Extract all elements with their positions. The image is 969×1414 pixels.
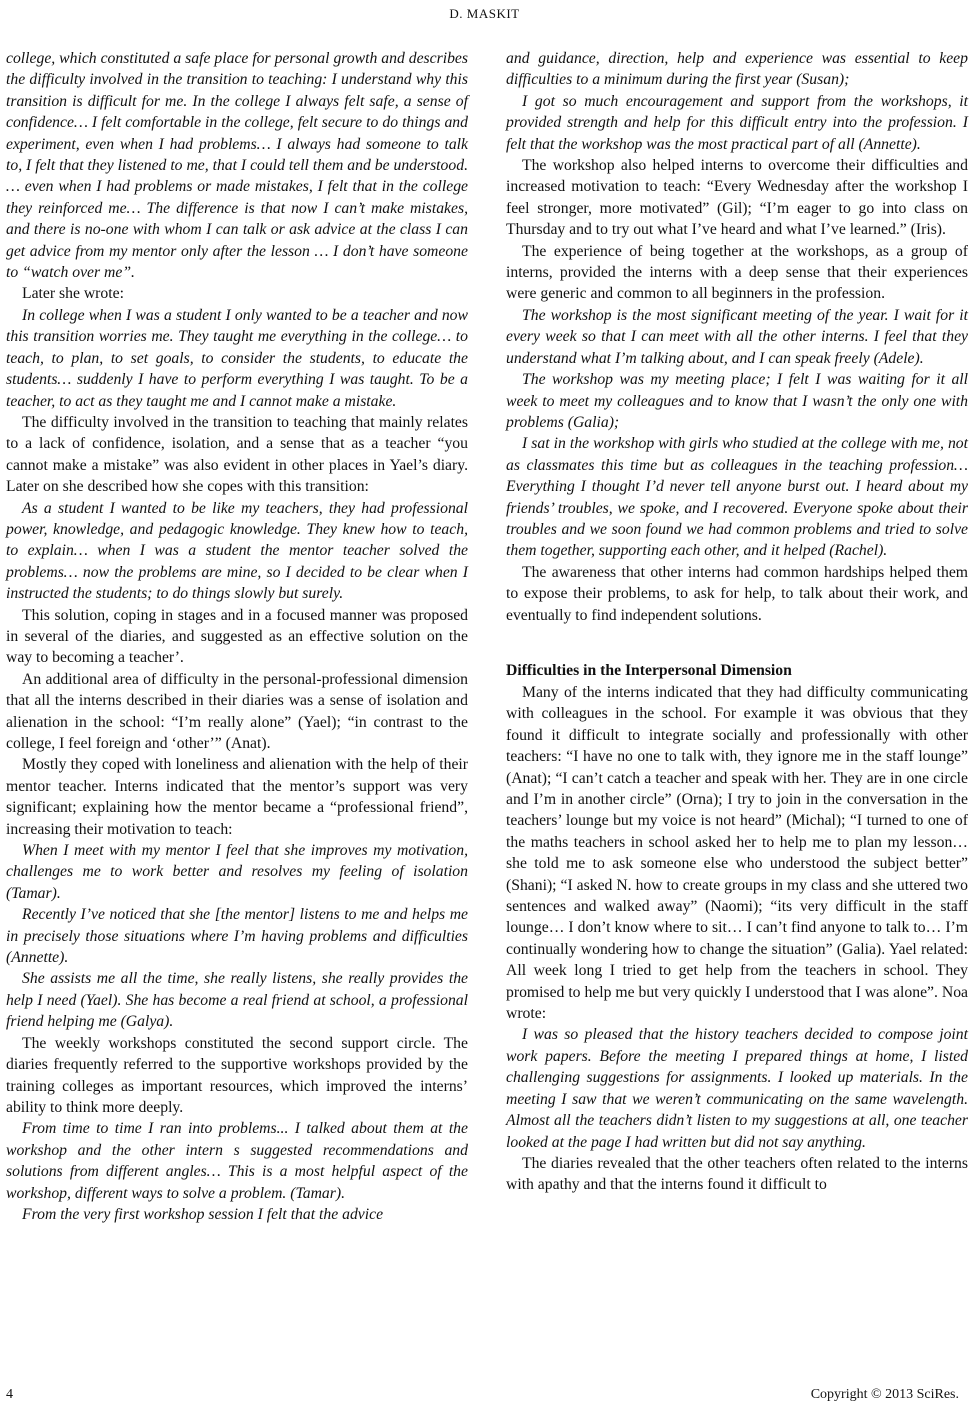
paragraph: The workshop also helped interns to overcome their difficulties and increased motivation to teach: “Every Wednesday after the workshop I feel stronger, more motivated” (Gil); “I’m eager to go into class on Thursday and to try out what I’ve heard and what I’ve learned.” (Iris). [506, 157, 968, 239]
paragraph: I sat in the workshop with girls who studied at the college with me, not as classmates this time but as colleagues in the teaching profession… Everything I thought I’d never tell anyone burst out. I heard about my friends’ troubles, we spoke, and I recovered. Everyone spoke about their troubles and we soon found we had common problems and tried to solve them together, supporting each other, and it helped (Rachel). [506, 435, 968, 560]
paragraph: She assists me all the time, she really listens, she really provides the help I need (Yael). She has become a real friend at school, a professional friend helping me (Galya). [6, 970, 468, 1031]
paragraph: An additional area of difficulty in the personal-professional dimension that all the interns described in their diaries was a sense of isolation and alienation in the school: “I’m really alone” (Yael); “in contrast to the college, I feel foreign and ‘other’” (Anat). [6, 670, 468, 752]
right-column-part-a [506, 48, 968, 626]
paragraph: This solution, coping in stages and in a focused manner was proposed in several of the diaries, and suggested as an effective solution on the way to becoming a teacher’. [6, 606, 468, 667]
paragraph: In college when I was a student I only wanted to be a teacher and now this transition worries me. They taught me everything in the college… to teach, to plan, to set goals, to consider the students, to educate the students… suddenly I have to perform everything I was taught. To be a teacher, to act as they taught me and I cannot make a mistake. [6, 306, 468, 410]
paragraph: When I meet with my mentor I feel that she improves my motivation, challenges me to work better and resolves my feeling of isolation (Tamar). [6, 842, 468, 902]
paragraph: The experience of being together at the workshops, as a group of interns, provided the interns with a deep sense that their experiences were generic and common to all beginners in the profession. [506, 242, 968, 303]
paragraph: Mostly they coped with loneliness and alienation with the help of their mentor teacher. Interns indicated that the mentor’s support was very significant; explaining how the mentor became a “professional friend”, increasing their motivation to teach: [6, 756, 468, 838]
paragraph: I got so much encouragement and support from the workshops, it provided strength and help for this difficult entry into the profession. I felt that the workshop was the most practical part of all (Annette). [506, 92, 968, 153]
paragraph: The difficulty involved in the transition to teaching that mainly relates to a lack of confidence, isolation, and a sense that as a teacher “you cannot make a mistake” was also evident in other places in Yael’s diary. Later on she described how she copes with this transition: [6, 413, 468, 496]
right-column [506, 48, 968, 1196]
paragraph: and guidance, direction, help and experience was essential to keep difficulties to a minimum during the first year (Susan); [506, 50, 968, 89]
paragraph: The diaries revealed that the other teachers often related to the interns with apathy and that the interns found it difficult to [506, 1154, 968, 1194]
copyright-notice: Copyright © 2013 SciRes. [810, 1387, 959, 1402]
running-head: D. MASKIT [449, 6, 520, 21]
paragraph: I was so pleased that the history teachers decided to compose joint work papers. Before the meeting I prepared things at home, I listed challenging suggestions for assignments. I looked up materials. In the meeting I saw that we weren’t communicating on the same wavelength. Almost all the teachers didn’t listen to my suggestions at all, one teacher looked at the page I had written but did not say anything. [506, 1026, 968, 1151]
paragraph: The awareness that other interns had common hardships helped them to expose their problems, to ask for help, to talk about their work, and eventually to find independent solutions. [506, 563, 968, 624]
paragraph: From the very first workshop session I felt that the advice [22, 1205, 384, 1223]
paragraph: The workshop is the most significant meeting of the year. I wait for it every week so that I can meet with all the other interns. I feel that they understand what I’m talking about, and I can speak freely (Adele). [506, 306, 968, 367]
paragraph: The workshop was my meeting place; I felt I was waiting for it all week to meet my colleagues and to know that I wasn’t the only one with problems (Galia); [506, 371, 968, 431]
paragraph: The weekly workshops constituted the second support circle. The diaries frequently referred to the supportive workshops provided by the training colleges as important resources, which improved the interns’ ability to think more deeply. [6, 1034, 468, 1116]
paragraph: As a student I wanted to be like my teachers, they had professional power, knowledge, and pedagogic knowledge. They knew how to teach, to explain… when I was a student the mentor teacher solved the problems… now the problems are mine, so I decided to be clear when I instructed the students; to do things slowly but surely. [6, 499, 468, 603]
paragraph: Many of the interns indicated that they had difficulty communicating with colleagues in the school. For example it was obvious that they found it difficult to integrate socially and professionally with other teachers: “I have no one to talk with, they ignore me in the staff lounge” (Anat); “I can’t catch a teacher and speak with her. They are in one circle and I’m in another circle” (Orna); I try to join in the conversation in the teachers’ lounge but my voice is not heard” (Michal); “I turned to one of the maths teachers in school asked her to help me to plan my lesson… she told me to ask someone else who understood the subject better” (Shani); “I asked N. how to create groups in my class and she uttered two sentences and walked away” (Naomi); “its very difficult in the staff lounge… I don’t know where to sit… I can’t find anyone to talk to… I’m continually wondering how to change the situation” (Galia). Yael related: All week long I tried to get help from the teachers in school. They promised to help me but very quickly I understood that I was alone”. Noa wrote: [506, 683, 968, 1023]
paragraph: college, which constituted a safe place for personal growth and describes the difficulty involved in the transition to teaching: I understand why this transition is difficult for me. In the college I always felt safe, a sense of confidence… I felt comfortable in the college, felt secure to do things and experiment, even when I had problems… I always had someone to talk to, I felt that they listened to me, that I could tell them and be understood. … even when I had problems or made mistakes, I felt that in the college they reinforced me… The difference is that now I can’t make mistakes, and there is no-one with whom I can talk or ask advice at the class I can get advice from my mentor only after the lesson … I don’t have someone to “watch over me”. [6, 50, 468, 282]
right-column-part-b [506, 682, 968, 1196]
paragraph: From time to time I ran into problems... I talked about them at the workshop and the other intern s suggested recommendations and solutions from different angles… This is a most helpful aspect of the workshop, different ways to solve a problem. (Tamar). [6, 1120, 468, 1202]
left-column [6, 48, 468, 1225]
section-heading: Difficulties in the Interpersonal Dimension [506, 661, 792, 679]
paragraph: Recently I’ve noticed that she [the mentor] listens to me and helps me in precisely those situations where I’m having problems and difficulties (Annette). [6, 906, 468, 967]
page-number: 4 [6, 1387, 13, 1402]
paragraph: Later she wrote: [22, 285, 124, 303]
